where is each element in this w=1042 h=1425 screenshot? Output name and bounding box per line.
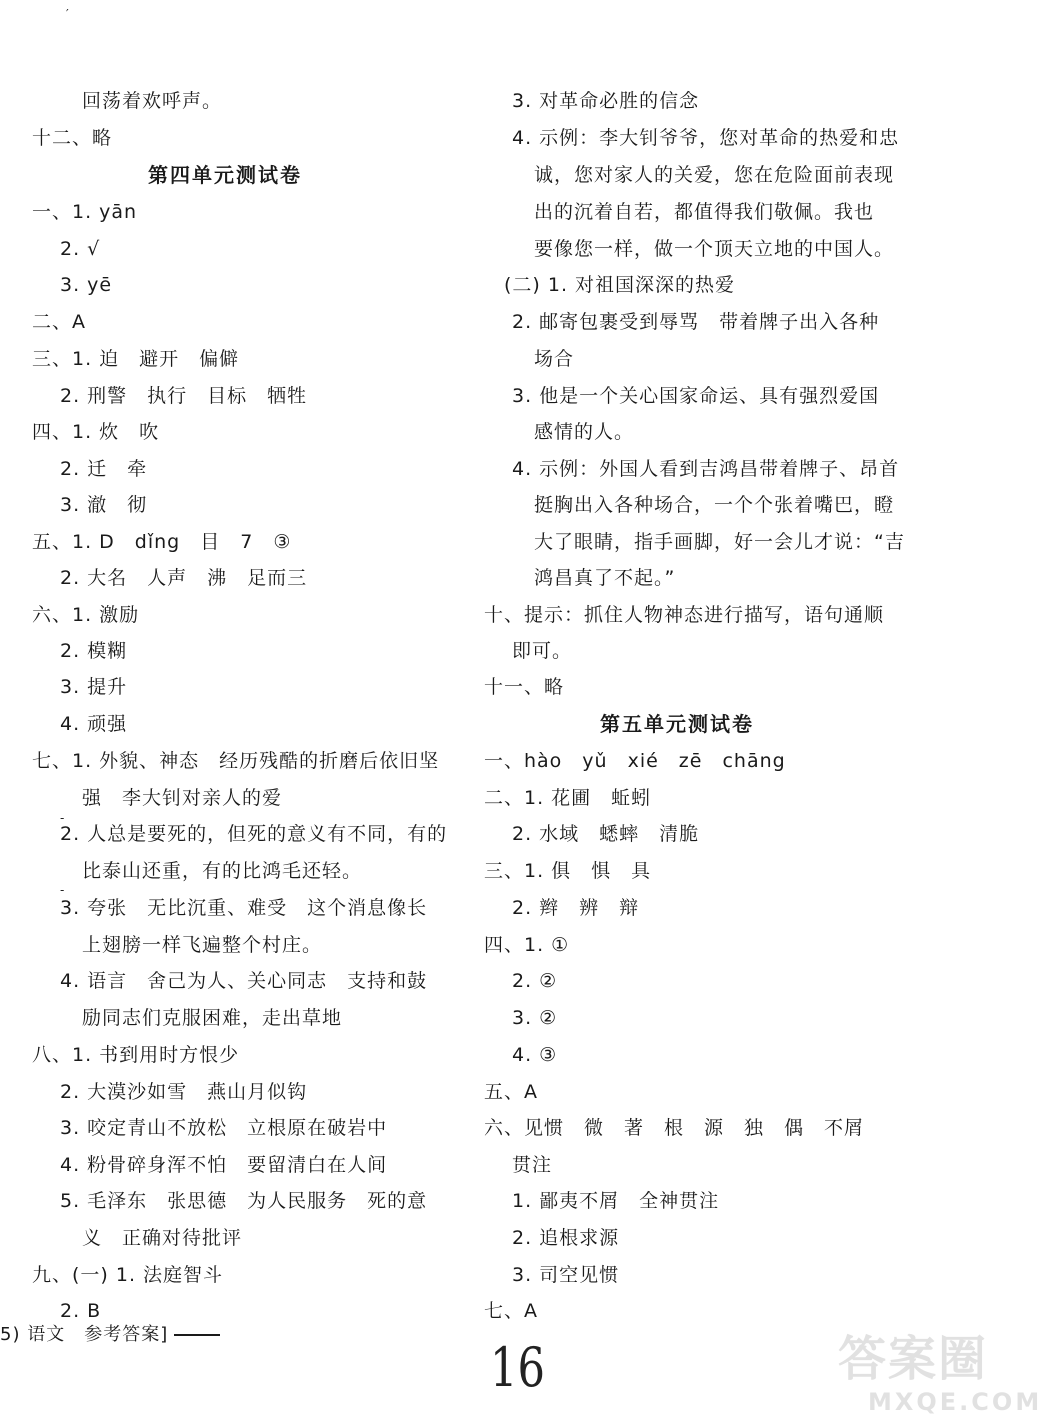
answer-line: 3. 司空见惯 [512,1264,620,1286]
answer-line: 1. 鄙夷不屑 全神贯注 [512,1190,720,1212]
section-heading: 第五单元测试卷 [600,712,754,736]
answer-line: 即可。 [512,640,573,662]
answer-line: 一、1. yān [32,201,138,223]
answer-line: 贯注 [512,1154,553,1176]
answer-line: 三、1. 迫 避开 偏僻 [32,348,240,370]
answer-line: 4. 示例：外国人看到吉鸿昌带着牌子、昂首 [512,458,900,480]
answer-line: 六、见惯 微 著 根 源 独 偶 不屑 [484,1117,865,1139]
answer-line: 5. 毛泽东 张思德 为人民服务 死的意 [60,1190,428,1212]
answer-line: 2. 迁 牵 [60,458,148,480]
watermark-text: 答案圈 [838,1331,989,1387]
scan-speck: - [60,811,65,825]
answer-line: 一、hào yǔ xié zē chāng [484,750,786,772]
answer-line: 2. √ [60,238,101,260]
answer-line: 3. 对革命必胜的信念 [512,90,700,112]
answer-line: 三、1. 俱 惧 具 [484,860,652,882]
answer-line: 要像您一样，做一个顶天立地的中国人。 [534,238,895,260]
answer-line: 九、(一) 1. 法庭智斗 [32,1264,224,1286]
answer-line: 3. 他是一个关心国家命运、具有强烈爱国 [512,385,880,407]
answer-line: 十一、略 [484,676,565,698]
answer-line: 4. 粉骨碎身浑不怕 要留清白在人间 [60,1154,388,1176]
answer-line: 五、A [484,1081,538,1103]
answer-line: 2. 大名 人声 沸 足而三 [60,567,308,589]
answer-line: 四、1. ① [484,934,570,956]
answer-line: 3. 澈 彻 [60,494,148,516]
answer-line: 2. 大漠沙如雪 燕山月似钩 [60,1081,308,1103]
answer-line: 五、1. D dǐng 目 7 ③ [32,531,292,553]
answer-line: 感情的人。 [534,421,635,443]
answer-line: 出的沉着自若，都值得我们敬佩。我也 [534,201,875,223]
answer-line: 4. ③ [512,1044,558,1066]
answer-line: 2. 模糊 [60,640,128,662]
footer-rule [174,1334,220,1336]
answer-line: 二、1. 花圃 蚯蚓 [484,787,652,809]
answer-line: 3. 夸张 无比沉重、难受 这个消息像长 [60,897,428,919]
scan-speck: ′ [66,7,69,21]
footer-label: 5) 语文 参考答案] [0,1324,169,1345]
answer-line: 强 李大钊对亲人的爱 [82,787,283,809]
section-heading: 第四单元测试卷 [148,163,302,187]
answer-line: 4. 顽强 [60,713,128,735]
answer-line: 2. 追根求源 [512,1227,620,1249]
answer-line: 挺胸出入各种场合，一个个张着嘴巴，瞪 [534,494,895,516]
answer-line: 3. 咬定青山不放松 立根原在破岩中 [60,1117,388,1139]
answer-line: 2. B [60,1300,102,1322]
answer-line: 二、A [32,311,86,333]
answer-line: 2. 辫 辨 辩 [512,897,640,919]
watermark-logo [838,1330,1042,1420]
answer-line: 励同志们克服困难，走出草地 [82,1007,343,1029]
answer-line: 八、1. 书到用时方恨少 [32,1044,240,1066]
answer-line: 2. 刑警 执行 目标 牺牲 [60,385,308,407]
answer-line: 诚，您对家人的关爱，您在危险面前表现 [534,164,895,186]
scan-speck: - [60,883,65,897]
answer-line: 十、提示：抓住人物神态进行描写，语句通顺 [484,604,885,626]
answer-line: 2. 水域 蟋蟀 清脆 [512,823,700,845]
answer-line: 鸿昌真了不起。” [534,567,676,589]
answer-line: 2. 人总是要死的，但死的意义有不同，有的 [60,823,448,845]
answer-line: 3. 提升 [60,676,128,698]
answer-line: 2. 邮寄包裹受到辱骂 带着牌子出入各种 [512,311,880,333]
answer-line: 2. ② [512,970,558,992]
watermark-url: MXQE.COM [868,1388,1042,1416]
answer-line: 六、1. 激励 [32,604,140,626]
page-footer [0,1322,220,1348]
answer-line: 比泰山还重，有的比鸿毛还轻。 [82,860,363,882]
answer-line: 3. yē [60,274,113,296]
answer-line: 义 正确对待批评 [82,1227,243,1249]
answer-line: 七、1. 外貌、神态 经历残酷的折磨后依旧坚 [32,750,440,772]
answer-line: 四、1. 炊 吹 [32,421,160,443]
handwritten-page-number: 16 [490,1336,545,1399]
answer-line: 回荡着欢呼声。 [82,90,223,112]
answer-line: 4. 语言 舍己为人、关心同志 支持和鼓 [60,970,428,992]
answer-line: 十二、略 [32,127,113,149]
answer-line: 3. ② [512,1007,558,1029]
answer-line: 上翅膀一样飞遍整个村庄。 [82,934,323,956]
answer-line: 4. 示例：李大钊爷爷，您对革命的热爱和忠 [512,127,900,149]
answer-line: 大了眼睛，指手画脚，好一会儿才说：“吉 [534,531,905,553]
answer-line: (二) 1. 对祖国深深的热爱 [504,274,736,296]
answer-line: 场合 [534,348,575,370]
answer-line: 七、A [484,1300,538,1322]
